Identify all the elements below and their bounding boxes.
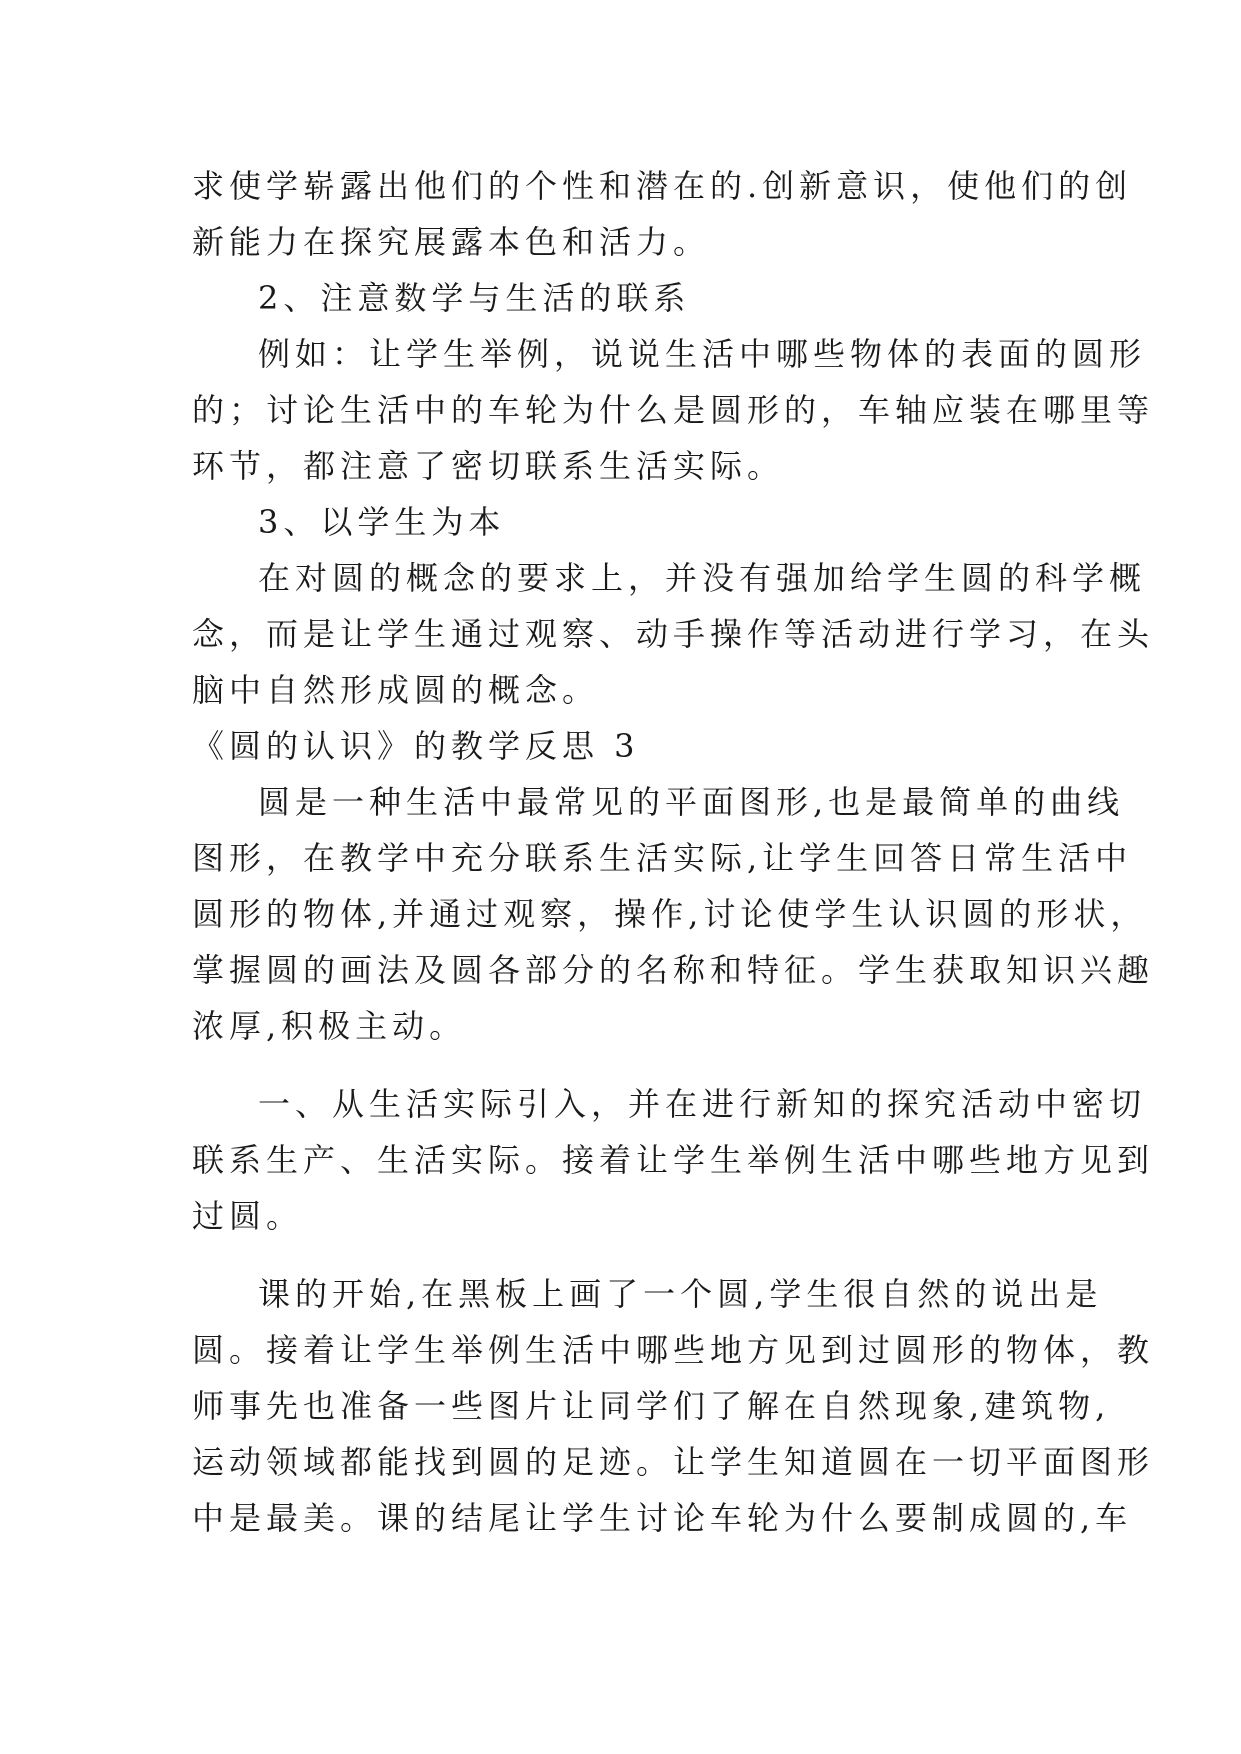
text-line: 例如：让学生举例，说说生活中哪些物体的表面的圆形: [258, 335, 1147, 373]
text-line: 脑中自然形成圆的概念。: [192, 671, 600, 709]
text-line: 中是最美。课的结尾让学生讨论车轮为什么要制成圆的,车: [192, 1499, 1133, 1537]
section-heading: [192, 270, 1050, 326]
text-line: 在对圆的概念的要求上，并没有强加给学生圆的科学概: [258, 559, 1147, 597]
text-line: 念，而是让学生通过观察、动手操作等活动进行学习，在头: [192, 615, 1155, 653]
heading-text: 2、注意数学与生活的联系: [258, 279, 691, 317]
section-heading: [192, 494, 1050, 550]
text-line: 师事先也准备一些图片让同学们了解在自然现象,建筑物,: [192, 1387, 1111, 1425]
text-line: 的；讨论生活中的车轮为什么是圆形的，车轴应装在哪里等: [192, 391, 1155, 429]
text-line: 课的开始,在黑板上画了一个圆,学生很自然的说出是: [258, 1275, 1103, 1313]
text-line: 求使学崭露出他们的个性和潜在的.创新意识，使他们的创: [192, 167, 1133, 205]
text-line: 浓厚,积极主动。: [192, 1007, 467, 1045]
document-body: [192, 158, 1155, 1546]
text-line: 环节，都注意了密切联系生活实际。: [192, 447, 785, 485]
text-line: 联系生产、生活实际。接着让学生举例生活中哪些地方见到: [192, 1141, 1155, 1179]
paragraph-gap: [192, 1244, 1050, 1266]
text-line: 过圆。: [192, 1197, 304, 1235]
paragraph: [192, 774, 1155, 1054]
paragraph: [192, 1266, 1155, 1546]
text-line: 新能力在探究展露本色和活力。: [192, 223, 711, 261]
text-line: 圆形的物体,并通过观察，操作,讨论使学生认识圆的形状，: [192, 895, 1148, 933]
paragraph: [192, 550, 1155, 718]
article-title: [192, 718, 1050, 774]
text-line: 掌握圆的画法及圆各部分的名称和特征。学生获取知识兴趣: [192, 951, 1155, 989]
text-line: 图形，在教学中充分联系生活实际,让学生回答日常生活中: [192, 839, 1133, 877]
heading-text: 3、以学生为本: [258, 503, 506, 541]
title-text: 《圆的认识》的教学反思 3: [192, 727, 640, 765]
paragraph-gap: [192, 1054, 1050, 1076]
paragraph: [192, 1076, 1155, 1244]
paragraph: [192, 158, 1133, 270]
text-line: 圆。接着让学生举例生活中哪些地方见到过圆形的物体，教: [192, 1331, 1155, 1369]
text-line: 一、从生活实际引入，并在进行新知的探究活动中密切: [258, 1085, 1147, 1123]
text-line: 运动领域都能找到圆的足迹。让学生知道圆在一切平面图形: [192, 1443, 1155, 1481]
paragraph: [192, 326, 1155, 494]
text-line: 圆是一种生活中最常见的平面图形,也是最简单的曲线: [258, 783, 1125, 821]
